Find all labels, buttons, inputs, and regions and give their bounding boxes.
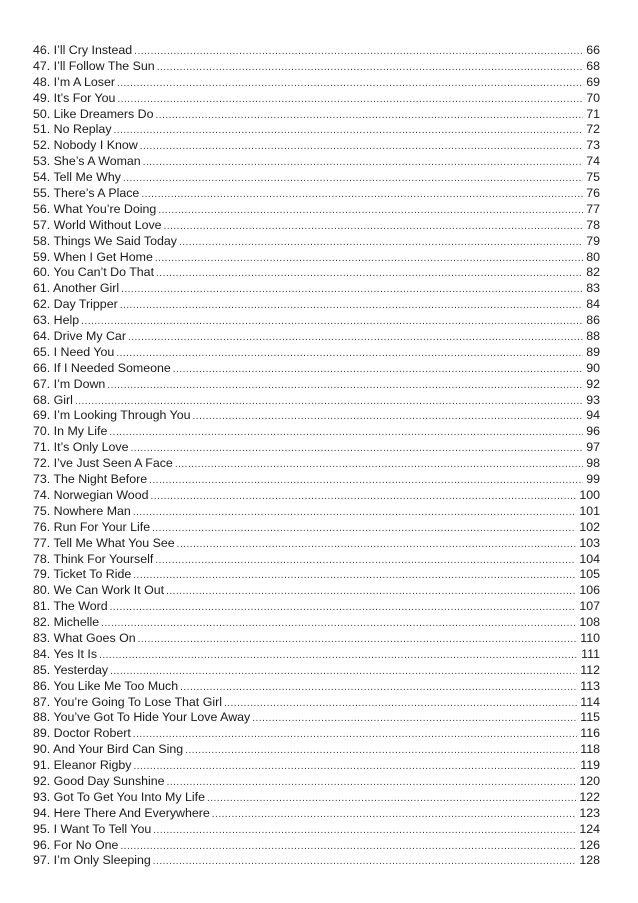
toc-entry-title: 90. And Your Bird Can Sing — [33, 742, 184, 757]
toc-entry[interactable] — [33, 297, 600, 313]
toc-dot-leader — [116, 346, 583, 362]
toc-entry[interactable] — [33, 853, 600, 869]
toc-entry-title: 59. When I Get Home — [33, 249, 153, 264]
toc-dot-leader — [156, 266, 583, 282]
toc-entry-page-number: 97 — [586, 440, 600, 455]
toc-entry[interactable] — [33, 790, 600, 806]
toc-entry-title: 65. I Need You — [33, 344, 115, 359]
toc-entry[interactable] — [33, 234, 600, 250]
toc-entry-title: 81. The Word — [33, 599, 108, 614]
toc-dot-leader — [143, 155, 584, 171]
toc-dot-leader — [153, 823, 576, 839]
toc-entry-title: 48. I’m A Loser — [33, 74, 115, 89]
toc-entry-page-number: 114 — [580, 694, 600, 709]
toc-dot-leader — [175, 457, 583, 473]
toc-dot-leader — [133, 727, 577, 743]
toc-dot-leader — [101, 616, 576, 632]
toc-entry-title: 53. She’s A Woman — [33, 154, 141, 169]
toc-entry-page-number: 72 — [586, 122, 600, 137]
toc-dot-leader — [120, 298, 583, 314]
toc-entry-page-number: 112 — [580, 662, 600, 677]
toc-entry-title: 73. The Night Before — [33, 472, 148, 487]
toc-entry[interactable] — [33, 91, 600, 107]
toc-entry-page-number: 92 — [586, 376, 600, 391]
toc-entry[interactable] — [33, 75, 600, 91]
toc-entry[interactable] — [33, 631, 600, 647]
toc-entry-page-number: 76 — [586, 186, 600, 201]
toc-entry[interactable] — [33, 520, 600, 536]
toc-dot-leader — [107, 378, 583, 394]
toc-entry-title: 63. Help — [33, 313, 80, 328]
toc-entry[interactable] — [33, 43, 600, 59]
toc-entry[interactable] — [33, 679, 600, 695]
toc-entry-title: 57. World Without Love — [33, 217, 162, 232]
toc-entry-page-number: 90 — [586, 360, 600, 375]
toc-dot-leader — [141, 187, 583, 203]
toc-entry[interactable] — [33, 774, 600, 790]
toc-entry[interactable] — [33, 313, 600, 329]
toc-entry-page-number: 66 — [586, 43, 600, 57]
toc-dot-leader — [99, 648, 578, 664]
toc-entry[interactable] — [33, 615, 600, 631]
toc-entry-page-number: 107 — [579, 599, 600, 614]
toc-dot-leader — [138, 632, 578, 648]
toc-dot-leader — [133, 568, 576, 584]
toc-entry-page-number: 122 — [579, 789, 600, 804]
toc-entry-page-number: 115 — [580, 710, 600, 725]
toc-entry-page-number: 113 — [580, 678, 600, 693]
toc-entry[interactable] — [33, 424, 600, 440]
toc-entry[interactable] — [33, 408, 600, 424]
toc-entry-page-number: 101 — [579, 503, 600, 518]
toc-dot-leader — [120, 839, 576, 855]
toc-entry-title: 46. I’ll Cry Instead — [33, 43, 133, 57]
toc-dot-leader — [121, 282, 583, 298]
toc-dot-leader — [173, 362, 583, 378]
toc-dot-leader — [110, 600, 577, 616]
toc-entry[interactable] — [33, 281, 600, 297]
toc-dot-leader — [157, 60, 584, 76]
toc-dot-leader — [252, 711, 577, 727]
toc-entry-title: 88. You’ve Got To Hide Your Love Away — [33, 710, 251, 725]
toc-entry-title: 85. Yesterday — [33, 662, 109, 677]
toc-dot-leader — [117, 92, 583, 108]
toc-entry[interactable] — [33, 726, 600, 742]
toc-entry[interactable] — [33, 552, 600, 568]
toc-entry-title: 95. I Want To Tell You — [33, 821, 152, 836]
toc-entry-page-number: 110 — [580, 630, 600, 645]
toc-entry-title: 55. There’s A Place — [33, 186, 140, 201]
toc-entry-page-number: 106 — [579, 583, 600, 598]
toc-entry-title: 49. It’s For You — [33, 90, 116, 105]
toc-entry-title: 70. In My Life — [33, 424, 108, 439]
toc-entry-page-number: 73 — [586, 138, 600, 153]
toc-entry-title: 96. For No One — [33, 837, 119, 852]
toc-entry[interactable] — [33, 122, 600, 138]
toc-entry-page-number: 82 — [586, 265, 600, 280]
toc-entry-page-number: 71 — [586, 106, 600, 121]
toc-entry-page-number: 102 — [579, 519, 600, 534]
toc-entry[interactable] — [33, 488, 600, 504]
toc-entry-page-number: 116 — [580, 726, 600, 741]
toc-entry[interactable] — [33, 265, 600, 281]
toc-entry[interactable] — [33, 822, 600, 838]
toc-entry[interactable] — [33, 758, 600, 774]
toc-dot-leader — [134, 759, 578, 775]
toc-entry[interactable] — [33, 695, 600, 711]
toc-entry-page-number: 86 — [586, 313, 600, 328]
toc-entry-title: 61. Another Girl — [33, 281, 120, 296]
toc-dot-leader — [193, 409, 584, 425]
toc-dot-leader — [110, 664, 577, 680]
toc-dot-leader — [158, 203, 583, 219]
toc-dot-leader — [149, 473, 583, 489]
toc-entry[interactable] — [33, 647, 600, 663]
toc-entry[interactable] — [33, 504, 600, 520]
toc-entry[interactable] — [33, 742, 600, 758]
toc-entry-title: 91. Eleanor Rigby — [33, 758, 132, 773]
toc-entry-title: 86. You Like Me Too Much — [33, 678, 179, 693]
toc-entry-title: 47. I’ll Follow The Sun — [33, 58, 155, 73]
toc-entry-page-number: 128 — [579, 853, 600, 868]
toc-entry-title: 74. Norwegian Wood — [33, 487, 149, 502]
toc-entry-title: 68. Girl — [33, 392, 73, 407]
toc-entry[interactable] — [33, 599, 600, 615]
toc-dot-leader — [75, 394, 583, 410]
toc-entry-title: 93. Got To Get You Into My Life — [33, 789, 205, 804]
toc-entry[interactable] — [33, 154, 600, 170]
toc-dot-leader — [155, 553, 576, 569]
toc-dot-leader — [179, 235, 583, 251]
toc-entry[interactable] — [33, 663, 600, 679]
toc-entry[interactable] — [33, 170, 600, 186]
toc-entry-title: 83. What Goes On — [33, 630, 136, 645]
toc-dot-leader — [152, 521, 576, 537]
toc-entry[interactable] — [33, 107, 600, 123]
toc-entry-title: 97. I’m Only Sleeping — [33, 853, 151, 868]
toc-entry[interactable] — [33, 393, 600, 409]
toc-entry-page-number: 80 — [586, 249, 600, 264]
toc-entry-title: 60. You Can’t Do That — [33, 265, 155, 280]
toc-entry-page-number: 75 — [586, 170, 600, 185]
toc-entry[interactable] — [33, 186, 600, 202]
toc-entry-title: 89. Doctor Robert — [33, 726, 131, 741]
toc-dot-leader — [166, 584, 576, 600]
toc-dot-leader — [140, 139, 584, 155]
toc-dot-leader — [155, 251, 583, 267]
toc-entry-title: 76. Run For Your Life — [33, 519, 151, 534]
toc-dot-leader — [117, 76, 583, 92]
toc-entry-page-number: 108 — [579, 615, 600, 630]
toc-dot-leader — [156, 108, 584, 124]
toc-entry-page-number: 111 — [581, 646, 600, 661]
toc-dot-leader — [133, 505, 577, 521]
toc-entry-page-number: 104 — [579, 551, 600, 566]
toc-entry-title: 54. Tell Me Why — [33, 170, 121, 185]
toc-dot-leader — [123, 171, 583, 187]
toc-dot-leader — [164, 219, 584, 235]
table-of-contents — [33, 43, 600, 869]
toc-entry-page-number: 120 — [579, 773, 600, 788]
toc-entry-title: 80. We Can Work It Out — [33, 583, 165, 598]
toc-dot-leader — [185, 743, 577, 759]
toc-dot-leader — [180, 680, 577, 696]
toc-dot-leader — [131, 441, 584, 457]
toc-entry[interactable] — [33, 583, 600, 599]
toc-entry-title: 82. Michelle — [33, 615, 100, 630]
toc-entry-title: 56. What You’re Doing — [33, 201, 157, 216]
toc-entry-page-number: 83 — [586, 281, 600, 296]
toc-entry-title: 64. Drive My Car — [33, 329, 126, 344]
toc-entry-page-number: 89 — [586, 344, 600, 359]
toc-entry[interactable] — [33, 138, 600, 154]
toc-entry-title: 52. Nobody I Know — [33, 138, 138, 153]
toc-entry-page-number: 123 — [579, 805, 600, 820]
toc-entry-title: 78. Think For Yourself — [33, 551, 154, 566]
toc-entry-page-number: 93 — [586, 392, 600, 407]
toc-entry-page-number: 105 — [579, 567, 600, 582]
toc-entry-title: 51. No Replay — [33, 122, 112, 137]
toc-entry-page-number: 69 — [586, 74, 600, 89]
toc-entry[interactable] — [33, 377, 600, 393]
toc-entry-title: 84. Yes It Is — [33, 646, 98, 661]
toc-entry-page-number: 70 — [586, 90, 600, 105]
toc-entry-page-number: 74 — [586, 154, 600, 169]
toc-entry[interactable] — [33, 361, 600, 377]
toc-entry-page-number: 103 — [579, 535, 600, 550]
toc-entry[interactable] — [33, 329, 600, 345]
toc-entry[interactable] — [33, 536, 600, 552]
toc-dot-leader — [167, 775, 577, 791]
toc-entry-page-number: 84 — [586, 297, 600, 312]
toc-entry-page-number: 99 — [586, 472, 600, 487]
toc-entry-page-number: 98 — [586, 456, 600, 471]
toc-dot-leader — [177, 537, 577, 553]
toc-dot-leader — [212, 807, 577, 823]
toc-dot-leader — [207, 791, 576, 807]
toc-entry[interactable] — [33, 567, 600, 583]
toc-entry[interactable] — [33, 59, 600, 75]
toc-entry[interactable] — [33, 710, 600, 726]
toc-entry-title: 94. Here There And Everywhere — [33, 805, 210, 820]
toc-entry-page-number: 124 — [579, 821, 600, 836]
toc-entry-page-number: 126 — [579, 837, 600, 852]
toc-entry-page-number: 79 — [586, 233, 600, 248]
toc-entry-page-number: 78 — [586, 217, 600, 232]
toc-dot-leader — [109, 425, 583, 441]
toc-entry[interactable] — [33, 440, 600, 456]
toc-entry-title: 69. I’m Looking Through You — [33, 408, 191, 423]
toc-entry[interactable] — [33, 838, 600, 854]
toc-entry[interactable] — [33, 806, 600, 822]
toc-entry-page-number: 68 — [586, 58, 600, 73]
toc-entry[interactable] — [33, 345, 600, 361]
toc-entry-title: 71. It’s Only Love — [33, 440, 129, 455]
toc-entry[interactable] — [33, 202, 600, 218]
toc-dot-leader — [134, 44, 583, 60]
toc-entry-title: 67. I’m Down — [33, 376, 106, 391]
toc-entry[interactable] — [33, 218, 600, 234]
toc-entry-page-number: 77 — [586, 201, 600, 216]
toc-entry-title: 79. Ticket To Ride — [33, 567, 132, 582]
toc-dot-leader — [114, 123, 584, 139]
toc-entry-title: 50. Like Dreamers Do — [33, 106, 154, 121]
toc-entry-page-number: 94 — [586, 408, 600, 423]
toc-entry-title: 77. Tell Me What You See — [33, 535, 175, 550]
toc-dot-leader — [128, 330, 583, 346]
toc-entry-page-number: 88 — [586, 329, 600, 344]
toc-entry[interactable] — [33, 456, 600, 472]
toc-dot-leader — [153, 854, 577, 870]
toc-entry[interactable] — [33, 472, 600, 488]
toc-entry-page-number: 119 — [580, 758, 600, 773]
toc-entry-page-number: 96 — [586, 424, 600, 439]
toc-entry-title: 66. If I Needed Someone — [33, 360, 171, 375]
toc-dot-leader — [151, 489, 577, 505]
toc-entry[interactable] — [33, 250, 600, 266]
toc-entry-title: 58. Things We Said Today — [33, 233, 177, 248]
toc-entry-page-number: 100 — [579, 487, 600, 502]
toc-entry-title: 72. I’ve Just Seen A Face — [33, 456, 173, 471]
toc-entry-title: 92. Good Day Sunshine — [33, 773, 165, 788]
toc-dot-leader — [224, 696, 577, 712]
toc-entry-title: 87. You’re Going To Lose That Girl — [33, 694, 222, 709]
toc-entry-title: 75. Nowhere Man — [33, 503, 131, 518]
toc-entry-title: 62. Day Tripper — [33, 297, 118, 312]
toc-dot-leader — [81, 314, 583, 330]
toc-entry-page-number: 118 — [580, 742, 600, 757]
